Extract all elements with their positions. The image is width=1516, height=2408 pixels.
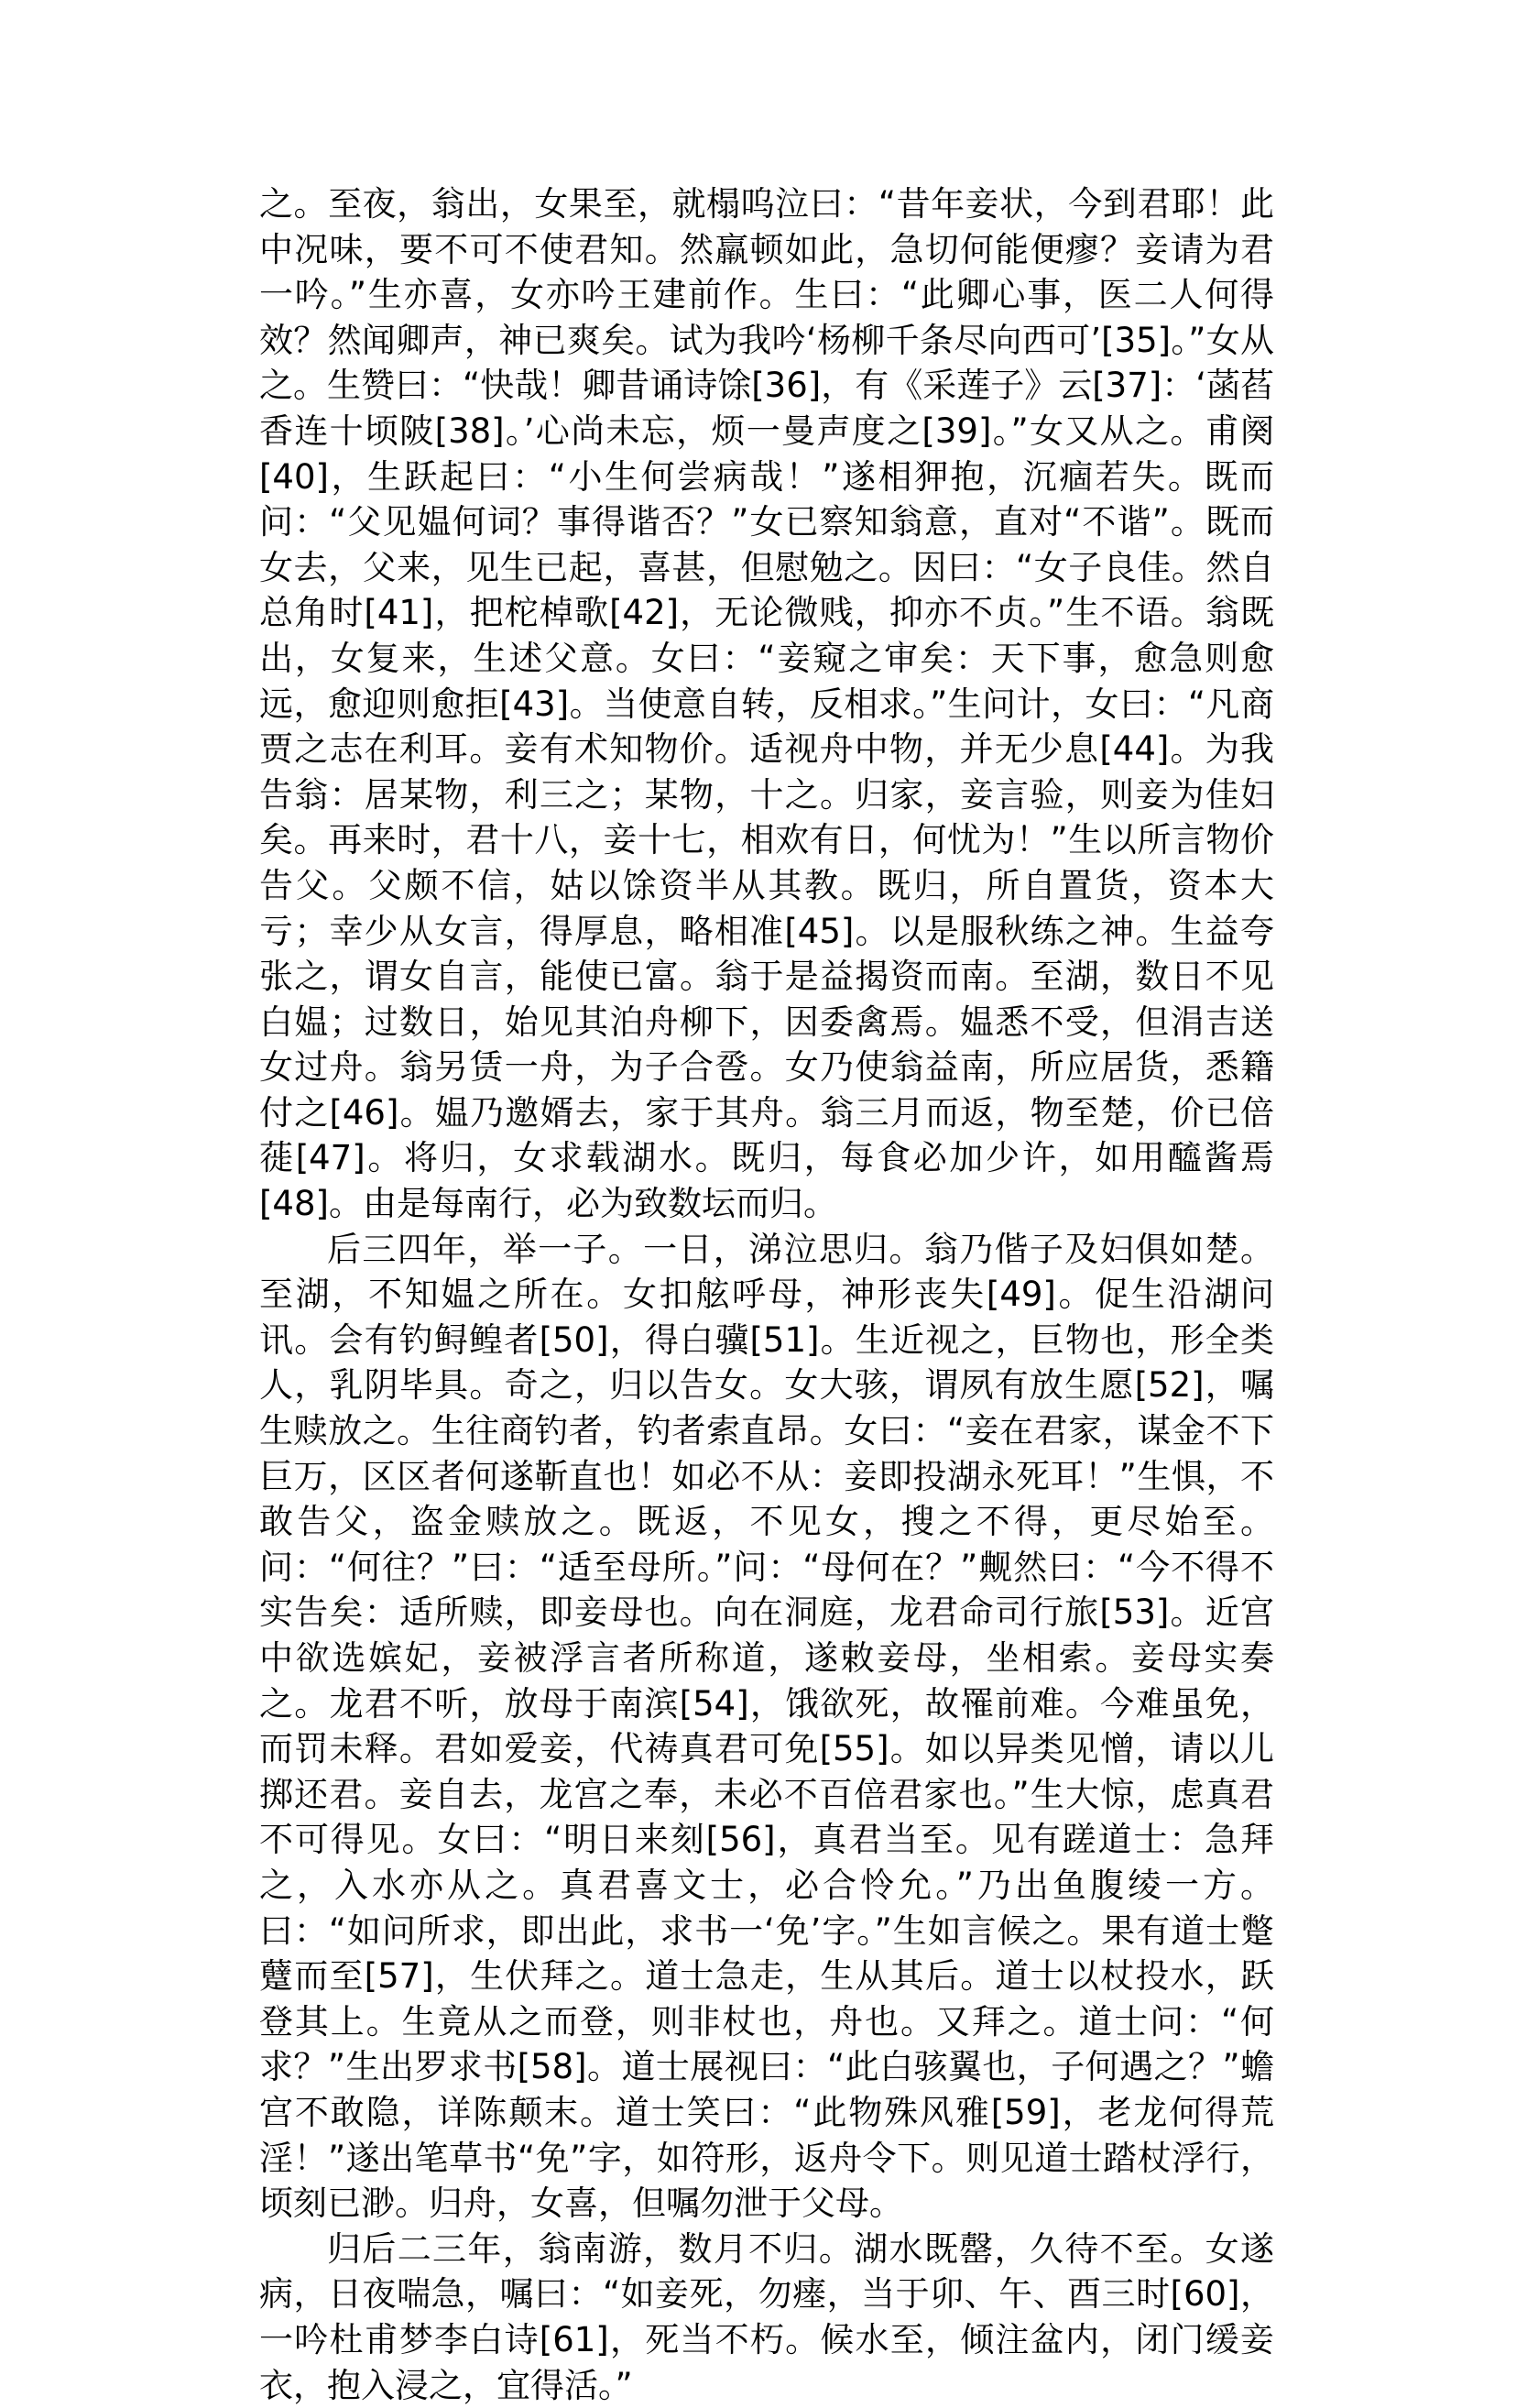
document-page xyxy=(259,181,1274,2408)
paragraph-1: 之。至夜，翁出，女果至，就榻呜泣曰：“昔年妾状，今到君耶！此中况味，要不可不使君知。然羸顿如此，急切何能便瘳？妾请为君一吟。”生亦喜，女亦吟王建前作。生曰：“此卿心事，医二人何得效？然闻卿声，神已爽矣。试为我吟‘杨柳千条尽向西可’[35]。”女从之。生赞曰：“快哉！卿昔诵诗馀[36]，有《采莲子》云[37]：‘菡萏香连十顷陂[38]。’心尚未忘，烦一曼声度之[39]。”女又从之。甫阕[40]，生跃起曰：“小生何尝病哉！”遂相狎抱，沉痼若失。既而问：“父见媪何词？事得谐否？”女已察知翁意，直对“不谐”。既而女去，父来，见生已起，喜甚，但慰勉之。因曰：“女子良佳。然自总角时[41]，把柁棹歌[42]，无论微贱，抑亦不贞。”生不语。翁既出，女复来，生述父意。女曰：“妾窥之审矣：天下事，愈急则愈远，愈迎则愈拒[43]。当使意自转，反相求。”生问计，女曰：“凡商贾之志在利耳。妾有术知物价。适视舟中物，并无少息[44]。为我告翁：居某物，利三之；某物，十之。归家，妾言验，则妾为佳妇矣。再来时，君十八，妾十七，相欢有日，何忧为！”生以所言物价告父。父颇不信，姑以馀资半从其教。既归，所自置货，资本大亏；幸少从女言，得厚息，略相准[45]。以是服秋练之神。生益夸张之，谓女自言，能使已富。翁于是益揭资而南。至湖，数日不见白媪；过数日，始见其泊舟柳下，因委禽焉。媪悉不受，但涓吉送女过舟。翁另赁一舟，为子合卺。女乃使翁益南，所应居货，悉籍付之[46]。媪乃邀婿去，家于其舟。翁三月而返，物至楚，价已倍蓰[47]。将归，女求载湖水。既归，每食必加少许，如用醯酱焉[48]。由是每南行，必为致数坛而归。 xyxy=(259,184,1274,1224)
paragraph-2: 后三四年，举一子。一日，涕泣思归。翁乃偕子及妇俱如楚。至湖，不知媪之所在。女扣舷呼母，神形丧失[49]。促生沿湖问讯。会有钓鲟鳇者[50]，得白骥[51]。生近视之，巨物也，形全类人，乳阴毕具。奇之，归以告女。女大骇，谓夙有放生愿[52]，嘱生赎放之。生往商钓者，钓者索直昂。女曰：“妾在君家，谋金不下巨万，区区者何遂靳直也！如必不从：妾即投湖永死耳！”生惧，不敢告父，盗金赎放之。既返，不见女，搜之不得，更尽始至。问：“何往？”曰：“适至母所。”问：“母何在？”觍然曰：“今不得不实告矣：适所赎，即妾母也。向在洞庭，龙君命司行旅[53]。近宫中欲选嫔妃，妾被浮言者所称道，遂敕妾母，坐相索。妾母实奏之。龙君不听，放母于南滨[54]，饿欲死，故罹前难。今难虽免，而罚未释。君如爱妾，代祷真君可免[55]。如以异类见憎，请以儿掷还君。妾自去，龙宫之奉，未必不百倍君家也。”生大惊，虑真君不可得见。女曰：“明日来刻[56]，真君当至。见有蹉道士：急拜之，入水亦从之。真君喜文士，必合怜允。”乃出鱼腹绫一方。曰：“如问所求，即出此，求书一‘免’字。”生如言候之。果有道士蹩躠而至[57]，生伏拜之。道士急走，生从其后。道士以杖投水，跃登其上。生竟从之而登，则非杖也，舟也。又拜之。道士问：“何求？”生出罗求书[58]。道士展视曰：“此白骇翼也，子何遇之？”蟾宫不敢隐，详陈颠末。道士笑曰：“此物殊风雅[59]，老龙何得荒淫！”遂出笔草书“免”字，如符形，返舟令下。则见道士踏杖浮行，顷刻已渺。归舟，女喜，但嘱勿泄于父母。 xyxy=(259,1229,1274,2224)
paragraph-3: 归后二三年，翁南游，数月不归。湖水既罄，久待不至。女遂病，日夜喘急，嘱曰：“如妾死，勿瘗，当于卯、午、酉三时[60]，一吟杜甫梦李白诗[61]，死当不朽。候水至，倾注盆内，闭门缓妾衣，抱入浸之，宜得活。” xyxy=(259,2228,1274,2405)
